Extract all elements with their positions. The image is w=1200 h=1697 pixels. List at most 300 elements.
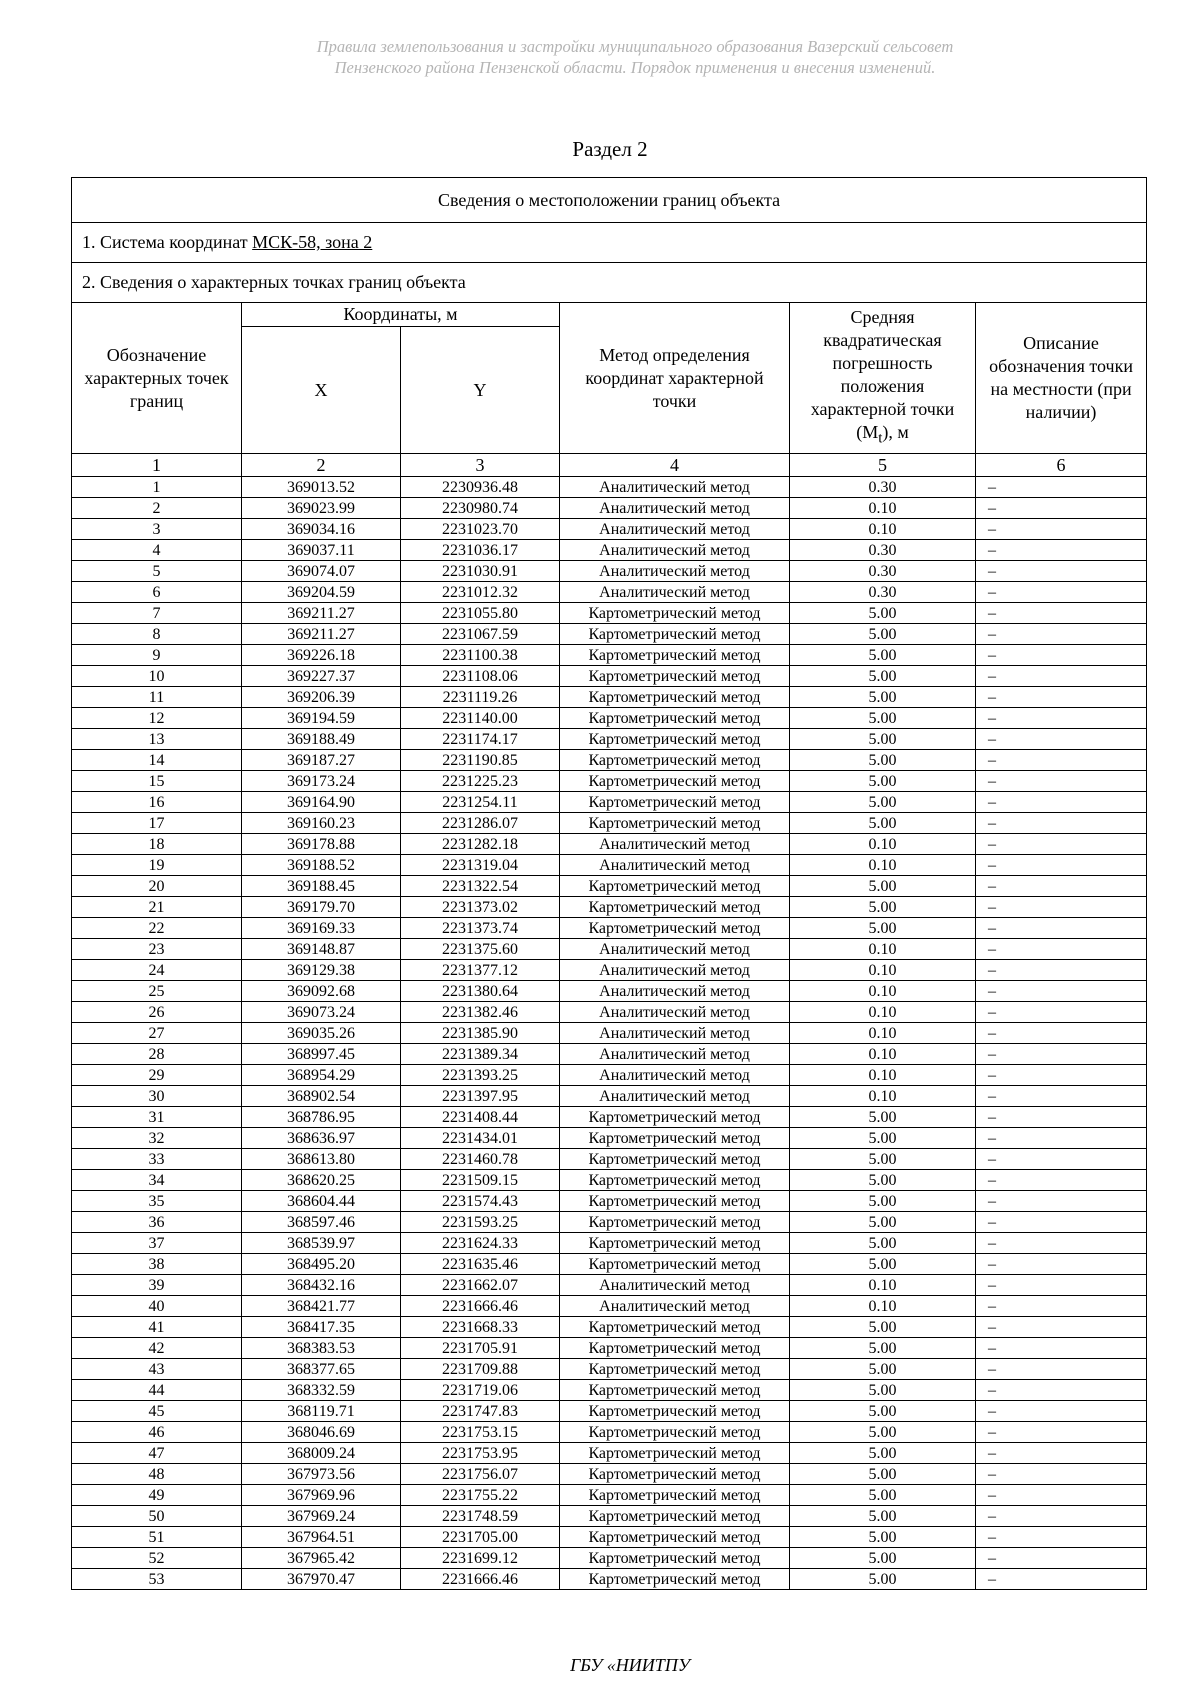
- table-row: [72, 1065, 1147, 1086]
- method-cell: Аналитический метод: [560, 855, 790, 876]
- error-cell: 5.00: [790, 645, 976, 666]
- coord-system-label: 1. Система координат: [82, 232, 253, 252]
- column-number: 5: [790, 454, 976, 477]
- column-number: 6: [976, 454, 1147, 477]
- method-cell: Картометрический метод: [560, 771, 790, 792]
- point-number-cell: 26: [72, 1002, 242, 1023]
- table-row: [72, 1170, 1147, 1191]
- table-row: [72, 540, 1147, 561]
- point-number-cell: 48: [72, 1464, 242, 1485]
- table-row: [72, 855, 1147, 876]
- y-coordinate-cell: 2231756.07: [401, 1464, 560, 1485]
- x-coordinate-cell: 369187.27: [242, 750, 401, 771]
- table-row: [72, 1128, 1147, 1149]
- y-coordinate-cell: 2231119.26: [401, 687, 560, 708]
- method-cell: Картометрический метод: [560, 603, 790, 624]
- description-cell: –: [976, 1443, 1147, 1464]
- y-coordinate-cell: 2231377.12: [401, 960, 560, 981]
- method-cell: Картометрический метод: [560, 1401, 790, 1422]
- method-cell: Картометрический метод: [560, 1380, 790, 1401]
- error-cell: 5.00: [790, 1338, 976, 1359]
- x-coordinate-cell: 369194.59: [242, 708, 401, 729]
- y-coordinate-cell: 2231709.88: [401, 1359, 560, 1380]
- coord-system-value: МСК-58, зона 2: [252, 232, 373, 252]
- y-coordinate-cell: 2231108.06: [401, 666, 560, 687]
- running-header-line-2: Пензенского района Пензенской области. Порядок применения и внесения изменений.: [334, 58, 936, 77]
- point-number-cell: 46: [72, 1422, 242, 1443]
- description-cell: –: [976, 1401, 1147, 1422]
- table-row: [72, 1359, 1147, 1380]
- y-coordinate-cell: 2231434.01: [401, 1128, 560, 1149]
- error-cell: 0.30: [790, 561, 976, 582]
- description-cell: –: [976, 1548, 1147, 1569]
- point-number-cell: 41: [72, 1317, 242, 1338]
- method-cell: Аналитический метод: [560, 1086, 790, 1107]
- description-cell: –: [976, 750, 1147, 771]
- method-cell: Картометрический метод: [560, 729, 790, 750]
- method-cell: Картометрический метод: [560, 813, 790, 834]
- point-number-cell: 29: [72, 1065, 242, 1086]
- point-number-cell: 3: [72, 519, 242, 540]
- y-coordinate-cell: 2231393.25: [401, 1065, 560, 1086]
- x-coordinate-cell: 369129.38: [242, 960, 401, 981]
- running-header: [0, 36, 1200, 78]
- table-row: [72, 1569, 1147, 1590]
- method-cell: Картометрический метод: [560, 1191, 790, 1212]
- x-coordinate-cell: 369211.27: [242, 624, 401, 645]
- header-method: Метод определения координат характерной точки: [560, 303, 790, 454]
- table-row: [72, 1275, 1147, 1296]
- method-cell: Аналитический метод: [560, 561, 790, 582]
- y-coordinate-cell: 2231662.07: [401, 1275, 560, 1296]
- table-row: [72, 1044, 1147, 1065]
- x-coordinate-cell: 367965.42: [242, 1548, 401, 1569]
- description-cell: –: [976, 1023, 1147, 1044]
- point-number-cell: 31: [72, 1107, 242, 1128]
- header-error-tail: ), м: [882, 421, 909, 442]
- method-cell: Картометрический метод: [560, 1569, 790, 1590]
- error-cell: 0.10: [790, 1296, 976, 1317]
- error-cell: 0.30: [790, 540, 976, 561]
- x-coordinate-cell: 369206.39: [242, 687, 401, 708]
- error-cell: 5.00: [790, 750, 976, 771]
- table-row: [72, 792, 1147, 813]
- x-coordinate-cell: 369035.26: [242, 1023, 401, 1044]
- point-number-cell: 22: [72, 918, 242, 939]
- table-row: [72, 918, 1147, 939]
- method-cell: Картометрический метод: [560, 1170, 790, 1191]
- running-header-line-1: Правила землепользования и застройки муниципального образования Вазерский сельсовет: [316, 37, 954, 56]
- table-row: [72, 582, 1147, 603]
- x-coordinate-cell: 369188.52: [242, 855, 401, 876]
- description-cell: –: [976, 1191, 1147, 1212]
- method-cell: Картометрический метод: [560, 1506, 790, 1527]
- header-error-main: Средняя квадратическая погрешность положения характерной точки (M: [810, 306, 955, 442]
- x-coordinate-cell: 368636.97: [242, 1128, 401, 1149]
- description-cell: –: [976, 834, 1147, 855]
- error-cell: 5.00: [790, 666, 976, 687]
- footer-organization: ГБУ «НИИТПУ: [570, 1655, 690, 1675]
- x-coordinate-cell: 369160.23: [242, 813, 401, 834]
- points-caption: 2. Сведения о характерных точках границ объекта: [72, 263, 1147, 303]
- error-cell: 5.00: [790, 1548, 976, 1569]
- x-coordinate-cell: 369073.24: [242, 1002, 401, 1023]
- point-number-cell: 36: [72, 1212, 242, 1233]
- y-coordinate-cell: 2231282.18: [401, 834, 560, 855]
- method-cell: Аналитический метод: [560, 1044, 790, 1065]
- y-coordinate-cell: 2231373.74: [401, 918, 560, 939]
- x-coordinate-cell: 369023.99: [242, 498, 401, 519]
- table-row: [72, 1485, 1147, 1506]
- y-coordinate-cell: 2231666.46: [401, 1296, 560, 1317]
- table-row: [72, 1317, 1147, 1338]
- method-cell: Аналитический метод: [560, 939, 790, 960]
- method-cell: Аналитический метод: [560, 960, 790, 981]
- method-cell: Картометрический метод: [560, 918, 790, 939]
- error-cell: 0.10: [790, 1086, 976, 1107]
- description-cell: –: [976, 498, 1147, 519]
- x-coordinate-cell: 369173.24: [242, 771, 401, 792]
- y-coordinate-cell: 2231174.17: [401, 729, 560, 750]
- description-cell: –: [976, 876, 1147, 897]
- description-cell: –: [976, 918, 1147, 939]
- description-cell: –: [976, 519, 1147, 540]
- point-number-cell: 7: [72, 603, 242, 624]
- point-number-cell: 9: [72, 645, 242, 666]
- y-coordinate-cell: 2231593.25: [401, 1212, 560, 1233]
- error-cell: 5.00: [790, 1317, 976, 1338]
- error-cell: 5.00: [790, 918, 976, 939]
- y-coordinate-cell: 2230980.74: [401, 498, 560, 519]
- error-cell: 5.00: [790, 1254, 976, 1275]
- method-cell: Аналитический метод: [560, 1002, 790, 1023]
- table-row: [72, 1086, 1147, 1107]
- error-cell: 5.00: [790, 876, 976, 897]
- x-coordinate-cell: 369227.37: [242, 666, 401, 687]
- point-number-cell: 5: [72, 561, 242, 582]
- y-coordinate-cell: 2231574.43: [401, 1191, 560, 1212]
- table-row: [72, 1149, 1147, 1170]
- error-cell: 5.00: [790, 1464, 976, 1485]
- description-cell: –: [976, 981, 1147, 1002]
- table-row: [72, 1338, 1147, 1359]
- method-cell: Картометрический метод: [560, 1485, 790, 1506]
- point-number-cell: 51: [72, 1527, 242, 1548]
- description-cell: –: [976, 1002, 1147, 1023]
- x-coordinate-cell: 368046.69: [242, 1422, 401, 1443]
- y-coordinate-cell: 2231382.46: [401, 1002, 560, 1023]
- x-coordinate-cell: 368604.44: [242, 1191, 401, 1212]
- error-cell: 5.00: [790, 687, 976, 708]
- table-row: [72, 771, 1147, 792]
- point-number-cell: 52: [72, 1548, 242, 1569]
- x-coordinate-cell: 368902.54: [242, 1086, 401, 1107]
- table-row: [72, 687, 1147, 708]
- table-row: [72, 1527, 1147, 1548]
- table-row: [72, 981, 1147, 1002]
- x-coordinate-cell: 368119.71: [242, 1401, 401, 1422]
- y-coordinate-cell: 2231753.95: [401, 1443, 560, 1464]
- description-cell: –: [976, 1275, 1147, 1296]
- point-number-cell: 4: [72, 540, 242, 561]
- description-cell: –: [976, 939, 1147, 960]
- point-number-cell: 43: [72, 1359, 242, 1380]
- description-cell: –: [976, 624, 1147, 645]
- table-row: [72, 708, 1147, 729]
- error-cell: 5.00: [790, 1212, 976, 1233]
- description-cell: –: [976, 1107, 1147, 1128]
- description-cell: –: [976, 1338, 1147, 1359]
- method-cell: Картометрический метод: [560, 1317, 790, 1338]
- point-number-cell: 16: [72, 792, 242, 813]
- x-coordinate-cell: 369179.70: [242, 897, 401, 918]
- description-cell: –: [976, 1128, 1147, 1149]
- method-cell: Картометрический метод: [560, 1548, 790, 1569]
- description-cell: –: [976, 540, 1147, 561]
- error-cell: 0.10: [790, 1065, 976, 1086]
- method-cell: Аналитический метод: [560, 1296, 790, 1317]
- description-cell: –: [976, 582, 1147, 603]
- table-row: [72, 939, 1147, 960]
- x-coordinate-cell: 369074.07: [242, 561, 401, 582]
- method-cell: Аналитический метод: [560, 582, 790, 603]
- description-cell: –: [976, 477, 1147, 498]
- description-cell: –: [976, 1296, 1147, 1317]
- point-number-cell: 6: [72, 582, 242, 603]
- method-cell: Аналитический метод: [560, 1023, 790, 1044]
- y-coordinate-cell: 2231140.00: [401, 708, 560, 729]
- header-coordinates: Координаты, м: [242, 303, 560, 327]
- description-cell: –: [976, 708, 1147, 729]
- method-cell: Картометрический метод: [560, 645, 790, 666]
- x-coordinate-cell: 368539.97: [242, 1233, 401, 1254]
- error-cell: 5.00: [790, 1107, 976, 1128]
- point-number-cell: 2: [72, 498, 242, 519]
- error-cell: 0.10: [790, 1044, 976, 1065]
- x-coordinate-cell: 369211.27: [242, 603, 401, 624]
- table-row: [72, 477, 1147, 498]
- error-cell: 0.10: [790, 855, 976, 876]
- error-cell: 5.00: [790, 792, 976, 813]
- error-cell: 5.00: [790, 1443, 976, 1464]
- description-cell: –: [976, 1485, 1147, 1506]
- description-cell: –: [976, 1044, 1147, 1065]
- y-coordinate-cell: 2231460.78: [401, 1149, 560, 1170]
- description-cell: –: [976, 603, 1147, 624]
- y-coordinate-cell: 2231100.38: [401, 645, 560, 666]
- method-cell: Аналитический метод: [560, 834, 790, 855]
- x-coordinate-cell: 368332.59: [242, 1380, 401, 1401]
- table-row: [72, 897, 1147, 918]
- point-number-cell: 19: [72, 855, 242, 876]
- x-coordinate-cell: 369169.33: [242, 918, 401, 939]
- error-cell: 5.00: [790, 1401, 976, 1422]
- point-number-cell: 17: [72, 813, 242, 834]
- header-point-designation: Обозначение характерных точек границ: [72, 303, 242, 454]
- table-title: Сведения о местоположении границ объекта: [72, 178, 1147, 223]
- error-cell: 5.00: [790, 729, 976, 750]
- table-row: [72, 1023, 1147, 1044]
- point-number-cell: 39: [72, 1275, 242, 1296]
- header-error-subscript: t: [878, 430, 883, 447]
- description-cell: –: [976, 1170, 1147, 1191]
- table-row: [72, 750, 1147, 771]
- x-coordinate-cell: 368495.20: [242, 1254, 401, 1275]
- y-coordinate-cell: 2231012.32: [401, 582, 560, 603]
- table-body: [72, 178, 1147, 1590]
- y-coordinate-cell: 2231408.44: [401, 1107, 560, 1128]
- description-cell: –: [976, 666, 1147, 687]
- x-coordinate-cell: 369148.87: [242, 939, 401, 960]
- method-cell: Картометрический метод: [560, 897, 790, 918]
- error-cell: 5.00: [790, 1170, 976, 1191]
- y-coordinate-cell: 2231225.23: [401, 771, 560, 792]
- column-number: 3: [401, 454, 560, 477]
- description-cell: –: [976, 687, 1147, 708]
- description-cell: –: [976, 1527, 1147, 1548]
- table-row: [72, 498, 1147, 519]
- header-description: Описание обозначения точки на местности (при наличии): [976, 303, 1147, 454]
- error-cell: 5.00: [790, 624, 976, 645]
- error-cell: 0.10: [790, 834, 976, 855]
- header-error: [790, 303, 976, 454]
- y-coordinate-cell: 2231397.95: [401, 1086, 560, 1107]
- y-coordinate-cell: 2231747.83: [401, 1401, 560, 1422]
- table-row: [72, 1254, 1147, 1275]
- table-row: [72, 666, 1147, 687]
- method-cell: Картометрический метод: [560, 792, 790, 813]
- point-number-cell: 32: [72, 1128, 242, 1149]
- point-number-cell: 37: [72, 1233, 242, 1254]
- y-coordinate-cell: 2231705.91: [401, 1338, 560, 1359]
- coord-system-cell: [72, 223, 1147, 263]
- method-cell: Картометрический метод: [560, 1149, 790, 1170]
- y-coordinate-cell: 2231036.17: [401, 540, 560, 561]
- y-coordinate-cell: 2231755.22: [401, 1485, 560, 1506]
- point-number-cell: 23: [72, 939, 242, 960]
- description-cell: –: [976, 1086, 1147, 1107]
- x-coordinate-cell: 369188.49: [242, 729, 401, 750]
- table-row: [72, 876, 1147, 897]
- point-number-cell: 49: [72, 1485, 242, 1506]
- description-cell: –: [976, 1359, 1147, 1380]
- y-coordinate-cell: 2231509.15: [401, 1170, 560, 1191]
- x-coordinate-cell: 367969.96: [242, 1485, 401, 1506]
- table-row: [72, 1212, 1147, 1233]
- method-cell: Картометрический метод: [560, 687, 790, 708]
- x-coordinate-cell: 368377.65: [242, 1359, 401, 1380]
- error-cell: 0.10: [790, 519, 976, 540]
- method-cell: Картометрический метод: [560, 1128, 790, 1149]
- x-coordinate-cell: 368786.95: [242, 1107, 401, 1128]
- error-cell: 0.10: [790, 1275, 976, 1296]
- error-cell: 5.00: [790, 1485, 976, 1506]
- table-row: [72, 1548, 1147, 1569]
- x-coordinate-cell: 368421.77: [242, 1296, 401, 1317]
- method-cell: Картометрический метод: [560, 876, 790, 897]
- table-row: [72, 645, 1147, 666]
- header-y: Y: [401, 327, 560, 454]
- method-cell: Аналитический метод: [560, 981, 790, 1002]
- x-coordinate-cell: 367964.51: [242, 1527, 401, 1548]
- y-coordinate-cell: 2231373.02: [401, 897, 560, 918]
- boundary-points-table: [71, 177, 1147, 1590]
- method-cell: Картометрический метод: [560, 708, 790, 729]
- x-coordinate-cell: 368613.80: [242, 1149, 401, 1170]
- description-cell: –: [976, 897, 1147, 918]
- table-row: [72, 729, 1147, 750]
- error-cell: 5.00: [790, 1380, 976, 1401]
- description-cell: –: [976, 1506, 1147, 1527]
- description-cell: –: [976, 1065, 1147, 1086]
- x-coordinate-cell: 369013.52: [242, 477, 401, 498]
- table-row: [72, 960, 1147, 981]
- point-number-cell: 27: [72, 1023, 242, 1044]
- description-cell: –: [976, 1149, 1147, 1170]
- y-coordinate-cell: 2230936.48: [401, 477, 560, 498]
- header-x: X: [242, 327, 401, 454]
- points-caption-row: [72, 263, 1147, 303]
- column-number-row: [72, 454, 1147, 477]
- method-cell: Картометрический метод: [560, 1464, 790, 1485]
- x-coordinate-cell: 367969.24: [242, 1506, 401, 1527]
- error-cell: 5.00: [790, 813, 976, 834]
- y-coordinate-cell: 2231624.33: [401, 1233, 560, 1254]
- x-coordinate-cell: 369092.68: [242, 981, 401, 1002]
- table-row: [72, 603, 1147, 624]
- table-row: [72, 1401, 1147, 1422]
- error-cell: 5.00: [790, 1128, 976, 1149]
- y-coordinate-cell: 2231286.07: [401, 813, 560, 834]
- x-coordinate-cell: 368620.25: [242, 1170, 401, 1191]
- x-coordinate-cell: 369037.11: [242, 540, 401, 561]
- x-coordinate-cell: 367970.47: [242, 1569, 401, 1590]
- method-cell: Аналитический метод: [560, 540, 790, 561]
- method-cell: Картометрический метод: [560, 624, 790, 645]
- point-number-cell: 42: [72, 1338, 242, 1359]
- error-cell: 5.00: [790, 1422, 976, 1443]
- x-coordinate-cell: 369034.16: [242, 519, 401, 540]
- description-cell: –: [976, 1569, 1147, 1590]
- point-number-cell: 44: [72, 1380, 242, 1401]
- method-cell: Картометрический метод: [560, 1107, 790, 1128]
- section-title: Раздел 2: [572, 137, 648, 161]
- method-cell: Картометрический метод: [560, 1338, 790, 1359]
- point-number-cell: 35: [72, 1191, 242, 1212]
- error-cell: 5.00: [790, 897, 976, 918]
- description-cell: –: [976, 855, 1147, 876]
- y-coordinate-cell: 2231719.06: [401, 1380, 560, 1401]
- table-row: [72, 1191, 1147, 1212]
- point-number-cell: 50: [72, 1506, 242, 1527]
- point-number-cell: 18: [72, 834, 242, 855]
- description-cell: –: [976, 792, 1147, 813]
- method-cell: Картометрический метод: [560, 1422, 790, 1443]
- x-coordinate-cell: 368009.24: [242, 1443, 401, 1464]
- table-row: [72, 1506, 1147, 1527]
- x-coordinate-cell: 367973.56: [242, 1464, 401, 1485]
- error-cell: 0.10: [790, 939, 976, 960]
- description-cell: –: [976, 1212, 1147, 1233]
- y-coordinate-cell: 2231705.00: [401, 1527, 560, 1548]
- description-cell: –: [976, 813, 1147, 834]
- table-row: [72, 1464, 1147, 1485]
- point-number-cell: 33: [72, 1149, 242, 1170]
- table-row: [72, 1380, 1147, 1401]
- x-coordinate-cell: 369164.90: [242, 792, 401, 813]
- point-number-cell: 40: [72, 1296, 242, 1317]
- table-row: [72, 813, 1147, 834]
